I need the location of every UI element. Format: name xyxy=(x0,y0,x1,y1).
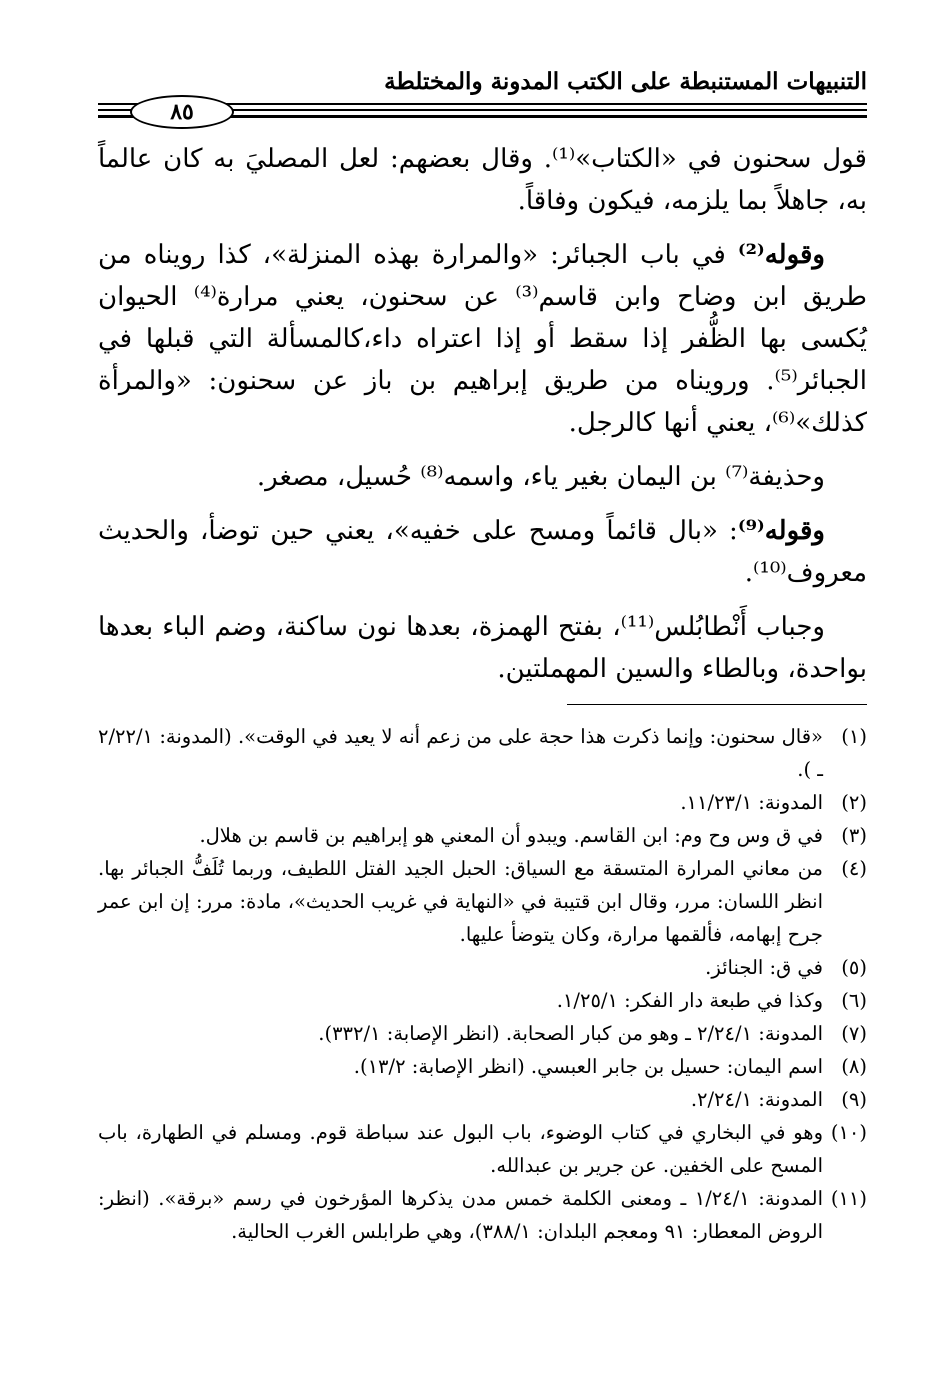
footnote-5 xyxy=(98,951,867,984)
footnote-3 xyxy=(98,819,867,852)
footnote-number: (٢) xyxy=(841,791,867,814)
footnote-6 xyxy=(98,984,867,1017)
main-text xyxy=(98,138,867,702)
footnote-text: المدونة: ١/٢٤/١ ـ ومعنى الكلمة خمس مدن يذكرها المؤرخون في رسم «برقة». (انظر: الروض المعطار: ٩١ ومعجم البلدان: ٣٨٨/١)، وهي طرابلس الغرب الحالية. xyxy=(98,1187,824,1243)
footnote-separator xyxy=(567,704,867,705)
paragraph-3: وحذيفة⁽⁷⁾ بن اليمان بغير ياء، واسمه⁽⁸⁾ حُسيل، مصغر. xyxy=(256,462,825,492)
footnote-4 xyxy=(98,852,867,951)
page-number: ٨٥ xyxy=(130,95,234,129)
paragraph-4 xyxy=(98,510,867,594)
footnote-number: (٤) xyxy=(841,857,867,880)
footnote-text: وكذا في طبعة دار الفكر: ١/٢٥/١. xyxy=(556,989,823,1012)
footnote-10 xyxy=(98,1116,867,1182)
footnote-text: المدونة: ١١/٢٣/١. xyxy=(680,791,823,814)
paragraph-2-text: في باب الجبائر: «والمرارة بهذه المنزلة»، كذا رويناه من طريق ابن وضاح وابن قاسم⁽³⁾ عن سحنون، يعني مرارة⁽⁴⁾ الحيوان يُكسى بها الظُّفر إذا سقط أو إذا اعتراه داء،كالمسألة التي قبلها في الجبائر⁽⁵⁾. ورويناه من طريق إبراهيم بن باز عن سحنون: «والمرأة كذلك»⁽⁶⁾، يعني أنها كالرجل. xyxy=(98,240,868,438)
footnote-text: المدونة: ٢/٢٤/١. xyxy=(690,1088,823,1111)
footnote-text: «قال سحنون: وإنما ذكرت هذا حجة على من زعم أنه لا يعيد في الوقت». (المدونة: ٢/٢٢/١ ـ ). xyxy=(98,725,823,781)
footnote-9 xyxy=(98,1083,867,1116)
footnote-2 xyxy=(98,786,867,819)
footnote-text: في ق: الجنائز. xyxy=(705,956,823,979)
paragraph-1: قول سحنون في «الكتاب»⁽¹⁾. وقال بعضهم: لعل المصليَ به كان عالماً به، جاهلاً بما يلزمه، فيكون وفاقاً. xyxy=(98,144,867,216)
footnote-number: (١٠) xyxy=(830,1121,867,1144)
footnote-number: (٣) xyxy=(841,824,867,847)
paragraph-2-lead: وقوله⁽²⁾ xyxy=(737,240,825,270)
running-title: التنبيهات المستنبطة على الكتب المدونة والمختلطة xyxy=(384,68,867,95)
paragraph-2 xyxy=(98,234,867,444)
paragraph-4-text: : «بال قائماً ومسح على خفيه»، يعني حين توضأ، والحديث معروف⁽¹⁰⁾. xyxy=(98,516,867,588)
footnote-number: (١١) xyxy=(830,1187,867,1210)
footnote-11 xyxy=(98,1182,867,1248)
footnote-text: المدونة: ٢/٢٤/١ ـ وهو من كبار الصحابة. (انظر الإصابة: ٣٣٢/١). xyxy=(318,1022,823,1045)
paragraph-5: وجباب أَنْطابُلس⁽¹¹⁾، بفتح الهمزة، بعدها نون ساكنة، وضم الباء بعدها بواحدة، وبالطاء والسين المهملتين. xyxy=(98,612,867,684)
footnote-number: (١) xyxy=(841,725,867,748)
footnote-number: (٨) xyxy=(841,1055,867,1078)
footnote-number: (٦) xyxy=(841,989,867,1012)
footnote-1 xyxy=(98,720,867,786)
footnote-7 xyxy=(98,1017,867,1050)
footnote-text: من معاني المرارة المتسقة مع السياق: الحبل الجيد الفتل اللطيف، وربما تُلَفُّ الجبائر بها. انظر اللسان: مرر، وقال ابن قتيبة في «النهاية في غريب الحديث»، مادة: مرر: إن ابن عمر جرح إبهامه، فألقمها مرارة، وكان يتوضأ عليها. xyxy=(98,857,823,946)
footnote-number: (٧) xyxy=(841,1022,867,1045)
footnotes xyxy=(98,720,867,1248)
footnote-number: (٥) xyxy=(841,956,867,979)
footnote-number: (٩) xyxy=(841,1088,867,1111)
footnote-text: في ق وس وح وم: ابن القاسم. ويبدو أن المعني هو إبراهيم بن قاسم بن هلال. xyxy=(199,824,823,847)
footnote-text: اسم اليمان: حسيل بن جابر العبسي. (انظر الإصابة: ١٣/٢). xyxy=(353,1055,823,1078)
paragraph-4-lead: وقوله⁽⁹⁾ xyxy=(737,516,825,546)
footnote-text: وهو في البخاري في كتاب الوضوء، باب البول عند سباطة قوم. ومسلم في الطهارة، باب المسح على الخفين. عن جرير بن عبدالله. xyxy=(98,1121,823,1177)
footnote-8 xyxy=(98,1050,867,1083)
